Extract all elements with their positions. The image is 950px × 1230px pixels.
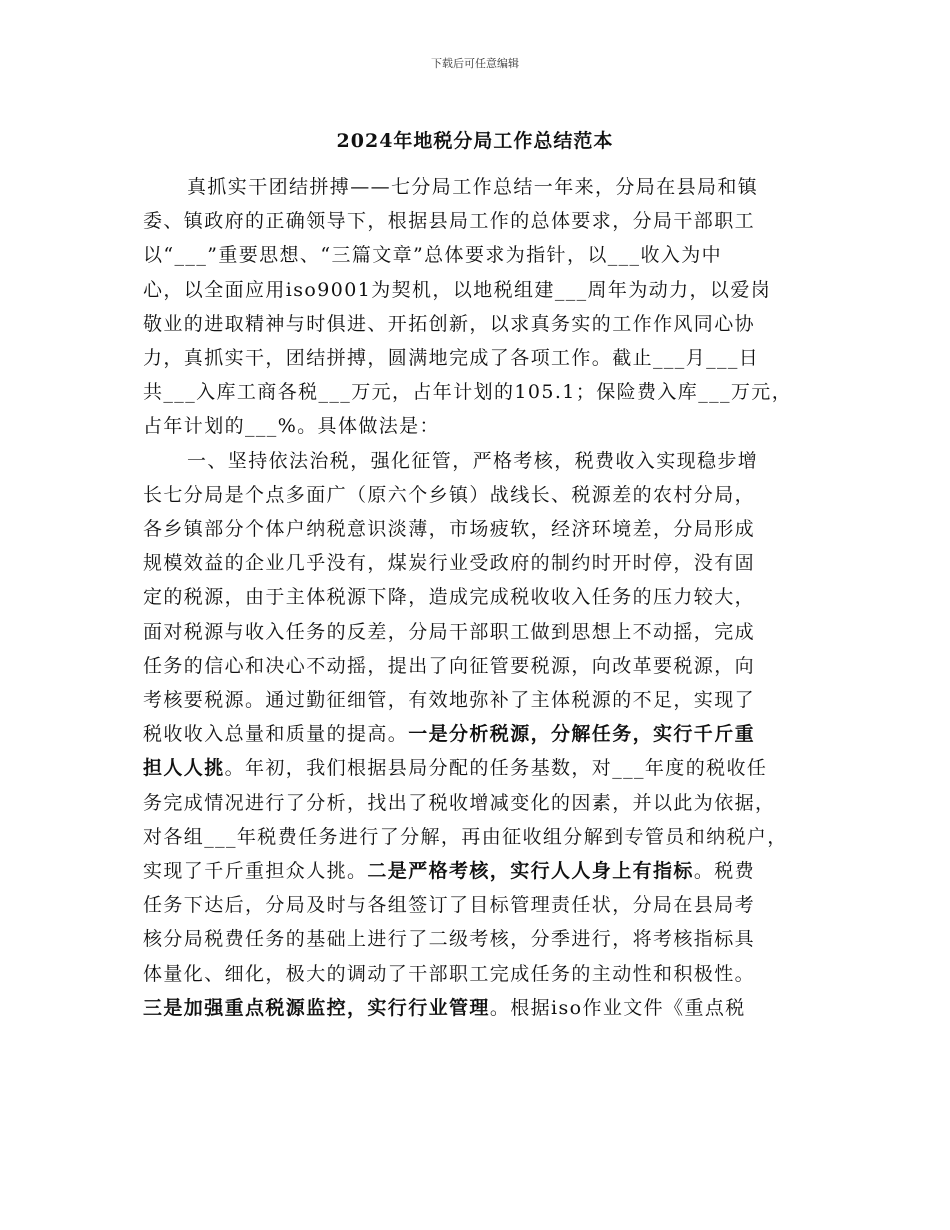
bold-heading: 担人人挑: [143, 757, 225, 780]
text-line: 任务下达后，分局及时与各组签订了目标管理责任状，分局在县局考: [143, 894, 756, 917]
page-header-note: 下载后可任意编辑: [431, 57, 519, 70]
plain-text: 。根据iso作业文件《重点税: [489, 996, 746, 1019]
bold-heading: 三是加强重点税源监控，实行行业管理: [143, 996, 490, 1019]
plain-text: 。税费: [693, 860, 756, 883]
text-line: 占年计划的___%。具体做法是：: [143, 415, 440, 438]
text-line: 一、坚持依法治税，强化征管，严格考核，税费收入实现稳步增: [187, 449, 759, 472]
text-line: 真抓实干团结拼搏——七分局工作总结一年来，分局在县局和镇: [187, 176, 759, 198]
text-line: [143, 854, 813, 888]
text-line: 考核要税源。通过勤征细管，有效地弥补了主体税源的不足，实现了: [143, 689, 756, 712]
text-line: 长七分局是个点多面广（原六个乡镇）战线长、税源差的农村分局，: [143, 483, 756, 506]
document-body: [143, 170, 813, 1025]
text-line: 对各组___年税费任务进行了分解，再由征收组分解到专管员和纳税户，: [143, 825, 788, 848]
plain-text: 。年初，我们根据县局分配的任务基数，对___年度的税收任: [224, 757, 768, 780]
text-line: [143, 751, 813, 785]
bold-heading: 一是分析税源，分解任务，实行千斤重: [408, 723, 756, 746]
document-title: 2024年地税分局工作总结范本: [336, 130, 614, 152]
plain-text: 税收收入总量和质量的提高。: [143, 723, 409, 746]
text-line: 敬业的进取精神与时俱进、开拓创新，以求真务实的工作作风同心协: [143, 312, 756, 335]
text-line: 规模效益的企业几乎没有，煤炭行业受政府的制约时开时停，没有固: [143, 552, 756, 575]
text-line: 共___入库工商各税___万元，占年计划的105.1；保险费入库___万元，: [143, 381, 793, 404]
text-line: 定的税源，由于主体税源下降，造成完成税收收入任务的压力较大，: [143, 586, 756, 609]
bold-heading: 二是严格考核，实行人人身上有指标: [367, 860, 694, 883]
text-line: 力，真抓实干，团结拼搏，圆满地完成了各项工作。截止___月___日: [143, 347, 760, 370]
text-line: 核分局税费任务的基础上进行了二级考核，分季进行，将考核指标具: [143, 928, 756, 951]
text-line: 心，以全面应用iso9001为契机，以地税组建___周年为动力，以爱岗: [143, 278, 772, 301]
text-line: 面对税源与收入任务的反差，分局干部职工做到思想上不动摇，完成: [143, 620, 756, 643]
plain-text: 实现了千斤重担众人挑。: [143, 860, 368, 883]
text-line: 任务的信心和决心不动摇，提出了向征管要税源，向改革要税源，向: [143, 654, 756, 677]
text-line: 以“___”重要思想、“三篇文章”总体要求为指针，以___收入为中: [143, 244, 723, 267]
text-line: 体量化、细化，极大的调动了干部职工完成任务的主动性和积极性。: [143, 962, 756, 985]
text-line: 务完成情况进行了分析，找出了税收增减变化的因素，并以此为依据，: [143, 791, 776, 814]
text-line: 各乡镇部分个体户纳税意识淡薄，市场疲软，经济环境差，分局形成: [143, 518, 756, 541]
text-line: 委、镇政府的正确领导下，根据县局工作的总体要求，分局干部职工: [143, 210, 756, 233]
text-line: [143, 991, 813, 1025]
text-line: [143, 717, 813, 751]
